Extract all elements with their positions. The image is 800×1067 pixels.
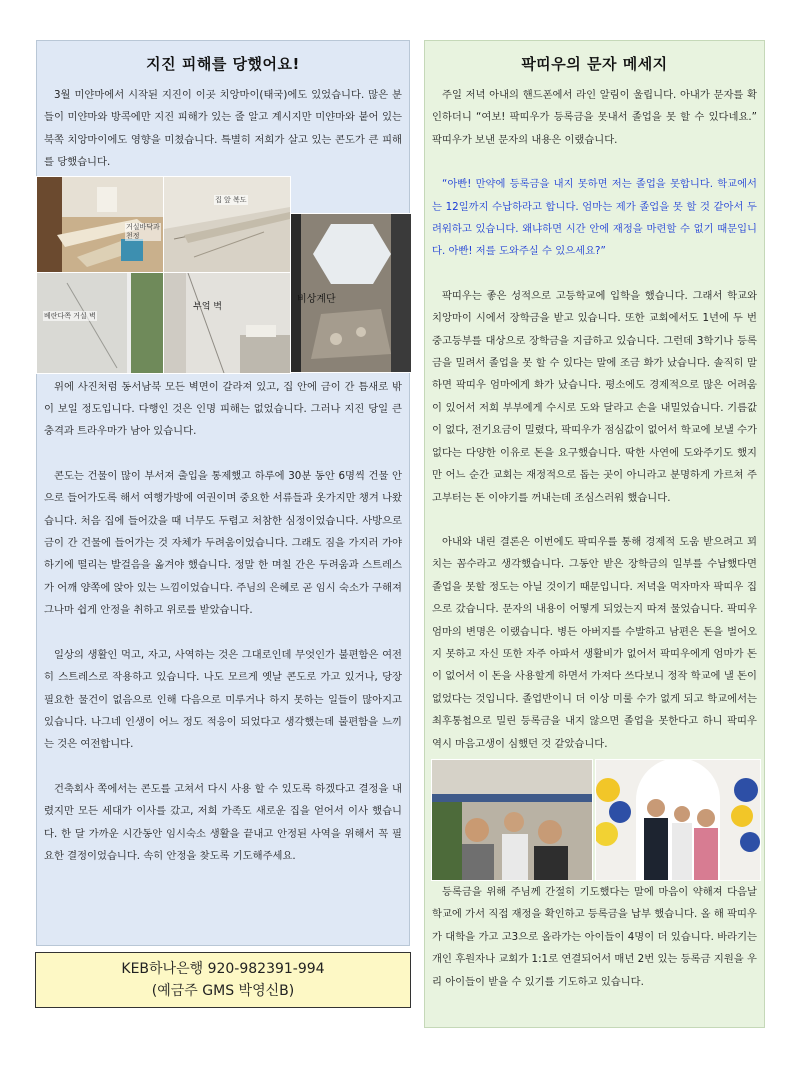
earthquake-article — [36, 40, 410, 946]
earthquake-paragraph-2: 위에 사진처럼 동서남북 모든 벽면이 갈라져 있고, 집 안에 금이 간 틈새로 밖이 보일 정도입니다. 다행인 것은 인명 피해는 없었습니다. 그러나 지진 당일 큰 충격과 트라우마가 남아 있습니다. — [44, 380, 402, 438]
earthquake-title: 지진 피해를 당했어요! — [146, 55, 300, 73]
family-photo-row — [425, 759, 764, 881]
text-message-article — [424, 40, 765, 1028]
text-message-title: 팍띠우의 문자 메세지 — [521, 55, 668, 73]
damage-photo-collage — [37, 176, 409, 372]
earthquake-paragraph-5: 건축회사 쪽에서는 콘도를 고쳐서 다시 사용 할 수 있도록 하겠다고 결정을 내렸지만 모든 세대가 이사를 갔고, 저희 가족도 새로운 집을 얻어서 이사 했습니다. 한 달 가까운 시간동안 임시숙소 생활을 끝내고 안정된 사역을 위해서 꼭 필요한 결정이었습니다. 속히 안정을 찾도록 기도해주세요. — [44, 782, 402, 862]
kitchen-wall-label: 부엌 벽 — [193, 301, 222, 312]
text-message-paragraph-4: 등록금을 위해 주님께 간절히 기도했다는 말에 마음이 약해져 다음날 학교에 가서 직접 재정을 확인하고 등록금을 납부 했습니다. 올 해 팍띠우가 대학을 가고 고3으로 올라가는 아이들이 4명이 더 있습니다. 바라기는 개인 후원자나 교회가 1:1로 연결되어서 매년 2번 있는 등록금 지원을 우리 아이들이 받을 수 있기를 기도하고 있습니다. — [432, 885, 757, 988]
living-room-photo — [36, 176, 164, 273]
kitchen-wall-photo — [163, 272, 291, 374]
school-photo — [431, 759, 593, 881]
emergency-stairs-photo — [290, 213, 412, 373]
emergency-stairs-label: 비상계단 — [297, 293, 336, 305]
earthquake-paragraph-4: 일상의 생활인 먹고, 자고, 사역하는 것은 그대로인데 무엇인가 불편함은 여전히 스트레스로 작용하고 있습니다. 나도 모르게 옛날 콘도로 가고 있거나, 당장 필요한 물건이 없음으로 인해 다음으로 미루거나 하지 못하는 일들이 많아지고 있습니다. 나그네 인생이 어느 정도 적응이 되었다고 생각했는데 불편함을 느끼는 것은 여전합니다. — [44, 648, 402, 751]
hallway-photo — [163, 176, 291, 273]
veranda-wall-photo — [36, 272, 164, 374]
earthquake-paragraph-1: 3월 미얀마에서 시작된 지진이 이곳 치앙마이(태국)에도 있었습니다. 많은 분들이 미얀마와 방콕에만 지진 피해가 있는 줄 알고 계시지만 미얀마와 붙어 있는 북쪽 치앙마이에도 영향을 미쳤습니다. 특별히 저희가 살고 있는 콘도가 큰 피해를 당했습니다. — [44, 89, 402, 169]
earthquake-paragraph-3: 콘도는 건물이 많이 부서져 출입을 통제했고 하루에 30분 동안 6명씩 건물 안으로 들어가도록 해서 여행가방에 여권이며 중요한 서류들과 옷가지만 챙겨 나왔습니다. 처음 집에 들어갔을 때 너무도 두렵고 처참한 심정이었습니다. 사방으로 금이 간 건물에 들어가는 것 자체가 두려움이었습니다. 그래도 짐을 가지러 가야 하기에 떨리는 발걸음을 옮겨야 했습니다. 정말 한 며칠 간은 두려움과 스트레스가 어깨 양쪽에 앉아 있는 느낌이었습니다. 주님의 은혜로 곧 임시 숙소가 구해져 그나마 쉽게 안정을 취하고 위로를 받았습니다. — [44, 469, 402, 617]
living-room-label: 거실바닥과 천정 — [126, 222, 160, 240]
hallway-label: 집 앞 복도 — [215, 195, 247, 204]
text-message-quote: “아빤! 만약에 등록금을 내지 못하면 저는 졸업을 못합니다. 학교에서는 12일까지 수납하라고 합니다. 엄마는 제가 졸업을 못 할 것 같아서 두려워하고 있습니다. 왜냐하면 시간 안에 재정을 마련할 수 없기 때문입니다. 아빤! 저를 도와주실 수 있으세요?” — [432, 178, 757, 258]
text-message-paragraph-1: 주일 저녁 아내의 핸드폰에서 라인 알림이 울립니다. 아내가 문자를 확인하더니 “여보! 팍띠우가 등록금을 못내서 졸업을 못 할 수 있다네요.” 팍띠우가 보낸 문자의 내용은 이랬습니다. — [432, 89, 757, 146]
bank-account-box — [35, 952, 411, 1008]
text-message-paragraph-2: 팍띠우는 좋은 성적으로 고등학교에 입학을 했습니다. 그래서 학교와 치앙마이 시에서 장학금을 받고 있습니다. 또한 교회에서도 1년에 두 번 중고등부를 대상으로 장학금을 지급하고 있습니다. 그런데 3학기나 등록금을 밀려서 졸업을 못 할 수 있다는 말에 조금 화가 났습니다. 솔직히 말하면 팍띠우 엄마에게 화가 났습니다. 평소에도 경제적으로 많은 어려움이 있어서 저희 부부에게 수시로 도와 달라고 손을 내밀었습니다. 기름값이 없다, 전기요금이 밀렸다, 팍띠우가 점심값이 없어서 학교에 보낼 수가 없다는 다양한 이유로 돈을 요구했습니다. 딱한 사연에 도와주기도 했지만 어느 순간 교회는 재정적으로 돕는 곳이 아니라고 분명하게 가르쳐 주고부터는 돈 이야기를 꺼내는데 조심스러워 했습니다. — [432, 289, 757, 504]
flower-photo — [595, 759, 761, 881]
veranda-wall-label: 베란다쪽 거실 벽 — [44, 311, 96, 320]
bank-account-holder: (예금주 GMS 박영신B) — [151, 983, 295, 999]
bank-account-number: KEB하나은행 920-982391-994 — [121, 961, 325, 977]
text-message-paragraph-3: 아내와 내린 결론은 이번에도 팍띠우를 통해 경제적 도움 받으려고 꾀치는 꼼수라고 생각했습니다. 그동안 받은 장학금의 일부를 수납했다면 졸업을 못할 정도는 아닐 것이기 때문입니다. 저녁을 먹자마자 팍띠우 집으로 갔습니다. 문자의 내용이 어떻게 되었는지 따져 물었습니다. 팍띠우 엄마의 변명은 이랬습니다. 병든 아버지를 수발하고 남편은 돈을 벌어오지 못하고 자신 또한 자주 아파서 생활비가 없어서 팍띠우에게 엄마가 돈이 없어서 이 돈을 사용할게 하면서 가져다 쓰다보니 정작 학교에 낼 돈이 없었다는 것입니다. 졸업반이니 더 이상 미룰 수가 없게 되고 학교에서는 최후통첩으로 밀린 등록금을 내지 않으면 졸업을 못한다고 하니 팍띠우 역시 마음고생이 심했던 것 같았습니다. — [432, 535, 757, 750]
